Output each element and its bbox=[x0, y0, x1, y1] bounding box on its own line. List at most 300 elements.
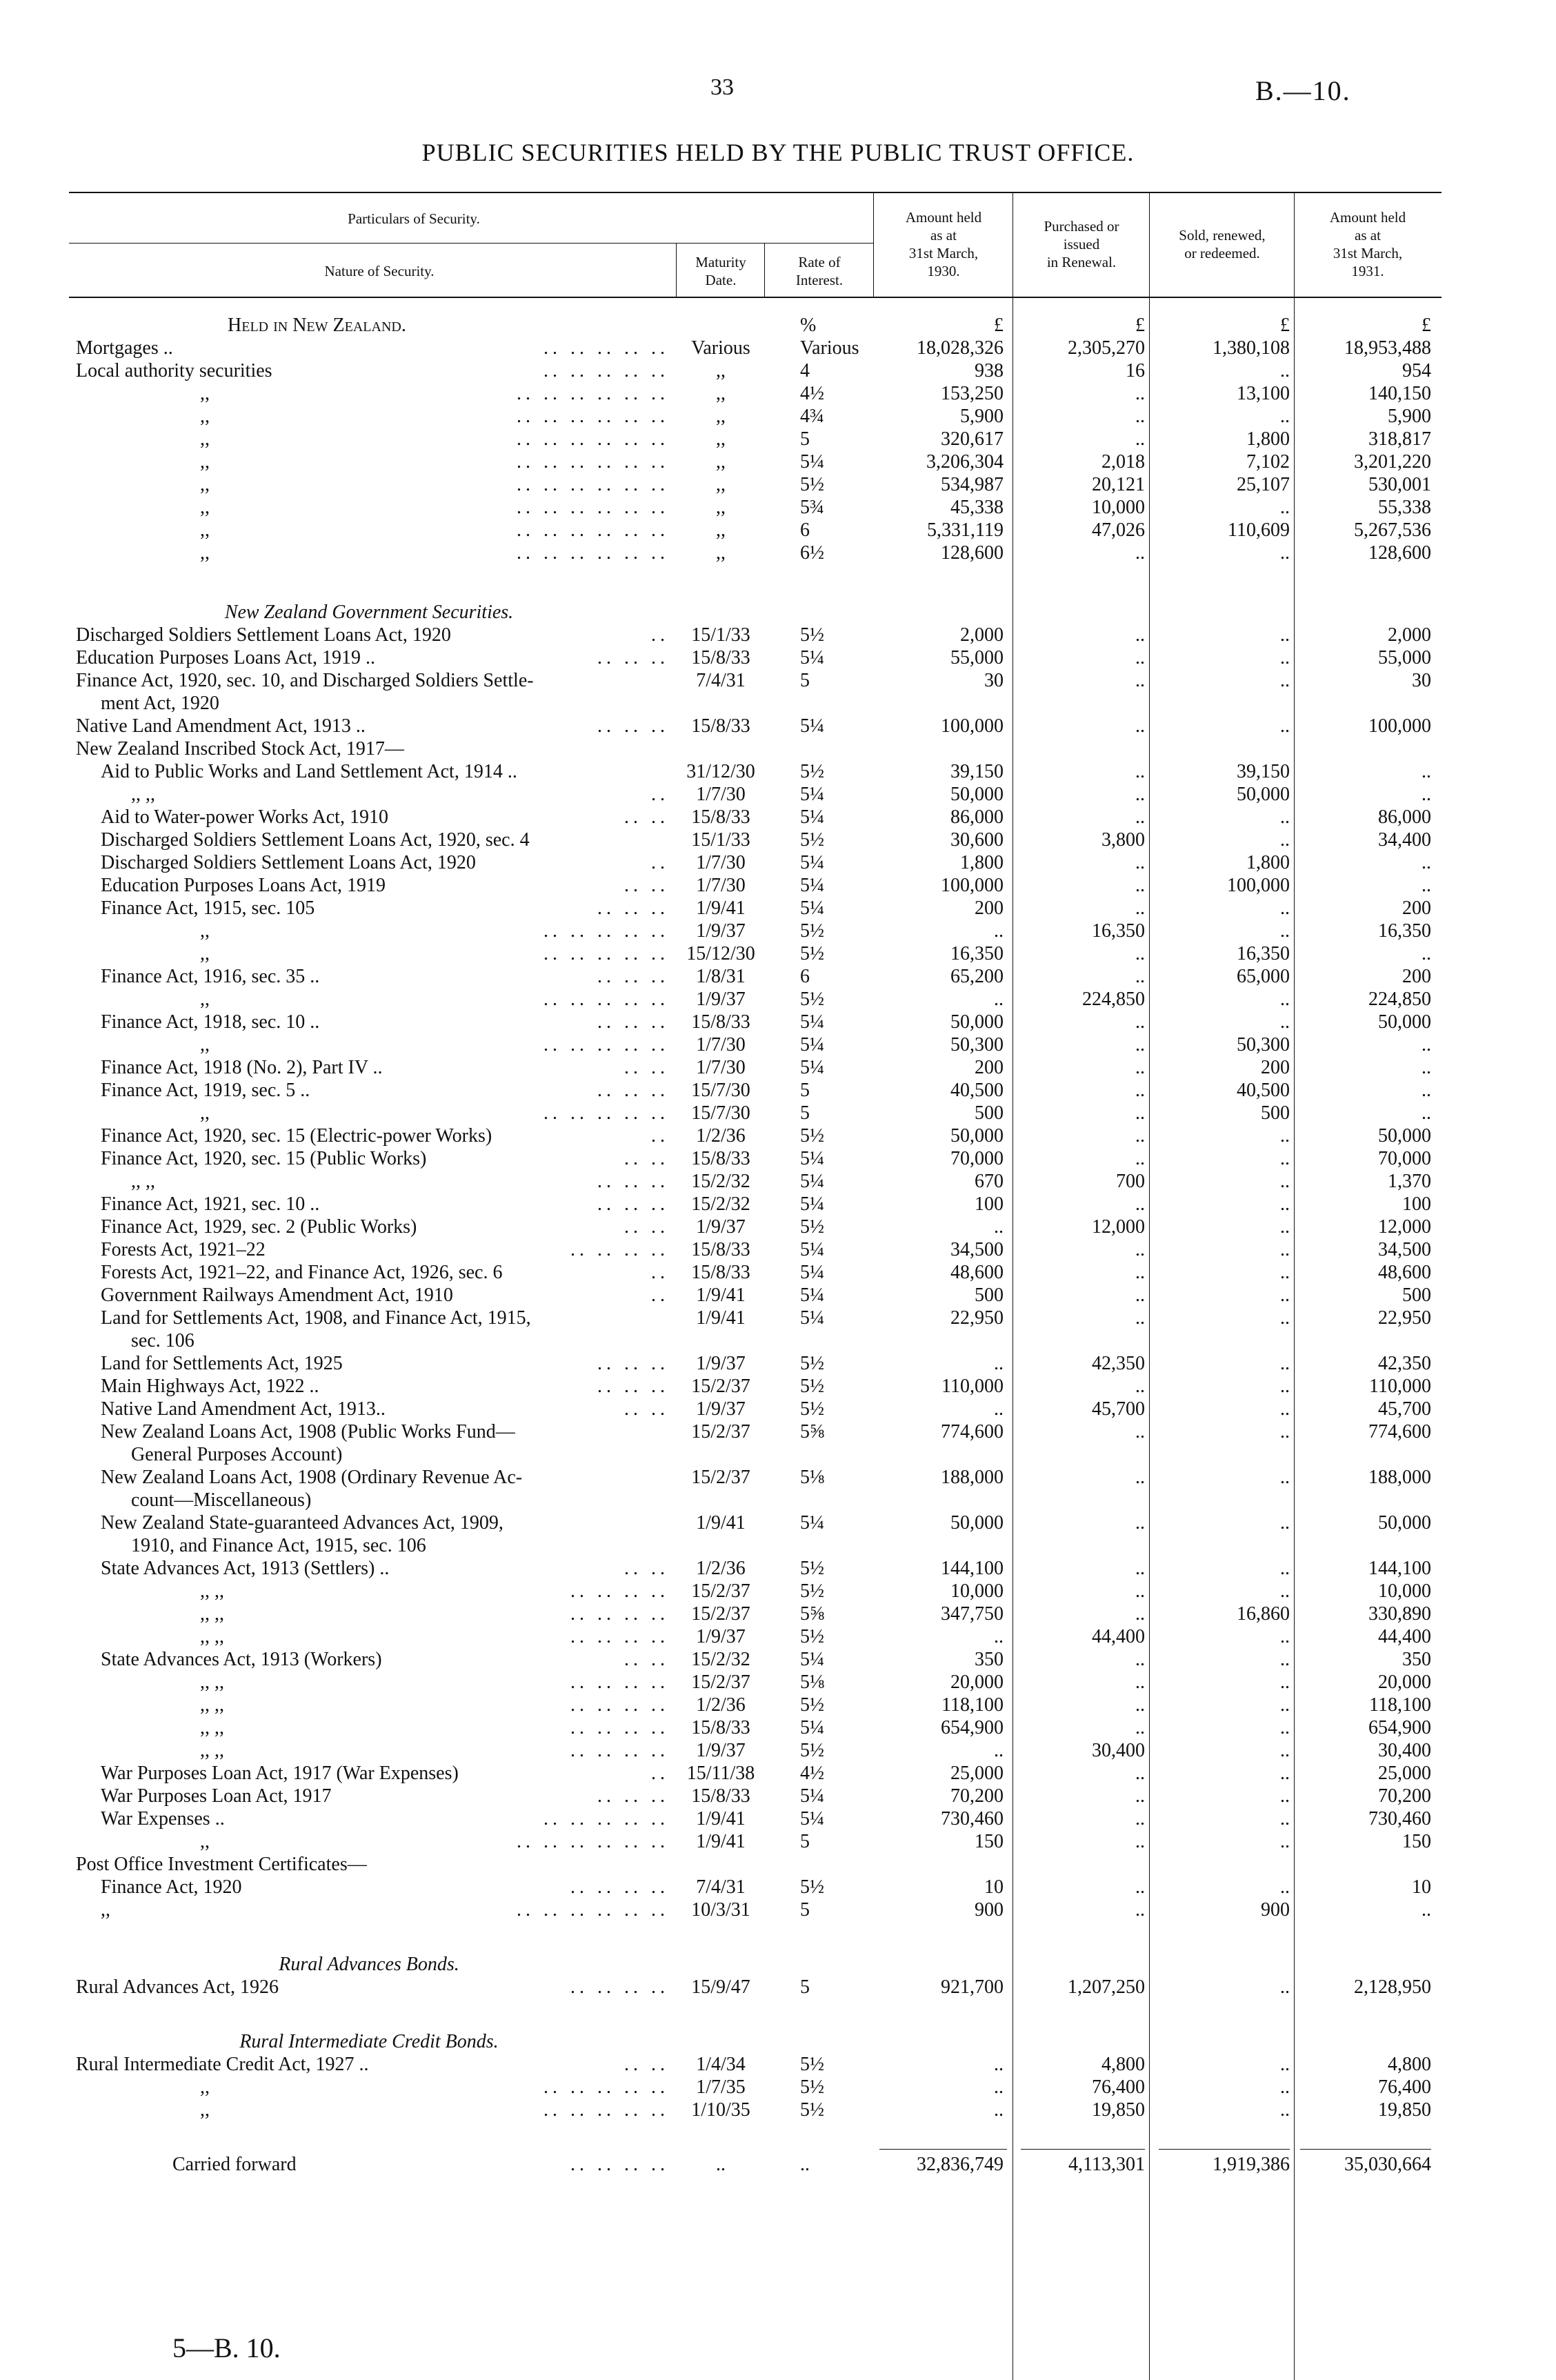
purchased-amount: 19,850 bbox=[1092, 2099, 1145, 2121]
amount-held-1931: 3,201,220 bbox=[1354, 451, 1431, 473]
amount-held-1930: 22,950 bbox=[950, 1307, 1004, 1329]
page-footer: 5—B. 10. bbox=[172, 2332, 281, 2363]
table-row bbox=[0, 2099, 1556, 2121]
table-row bbox=[0, 1489, 1556, 1511]
security-description: Mortgages .. bbox=[76, 337, 173, 359]
amount-held-1930: 2,000 bbox=[960, 624, 1004, 646]
maturity-date: ,, bbox=[716, 474, 726, 495]
interest-rate: 5½ bbox=[800, 1694, 824, 1716]
leader-dots: .. .. .. bbox=[597, 966, 669, 987]
amount-held-1930: 200 bbox=[975, 1057, 1004, 1078]
table-row bbox=[0, 1807, 1556, 1830]
maturity-date: 1/9/37 bbox=[696, 989, 746, 1010]
security-description: 1910, and Finance Act, 1915, sec. 106 bbox=[131, 1535, 426, 1556]
header-particulars: Particulars of Security. bbox=[348, 210, 480, 227]
amount-held-1930: 320,617 bbox=[941, 428, 1004, 450]
amount-held-1931: 500 bbox=[1402, 1285, 1431, 1306]
interest-rate: 4½ bbox=[800, 1763, 824, 1784]
interest-rate: 4¾ bbox=[800, 406, 824, 427]
maturity-date: 15/2/37 bbox=[691, 1603, 750, 1625]
amount-held-1931: 200 bbox=[1402, 898, 1431, 919]
table-row bbox=[0, 314, 1556, 337]
leader-dots: .. bbox=[651, 852, 669, 873]
column-rule bbox=[676, 243, 677, 298]
sold-amount: .. bbox=[1280, 624, 1290, 646]
table-row bbox=[0, 851, 1556, 874]
security-description: New Zealand State-guaranteed Advances Act, 1909, bbox=[101, 1512, 503, 1534]
amount-held-1930: 32,836,749 bbox=[917, 2154, 1004, 2175]
maturity-date: 15/8/33 bbox=[691, 1239, 750, 1260]
interest-rate: 5¼ bbox=[800, 1011, 824, 1033]
amount-held-1930: 110,000 bbox=[941, 1376, 1004, 1397]
security-description: ,, ,, bbox=[200, 1694, 224, 1716]
sold-amount: .. bbox=[1280, 1239, 1290, 1260]
header-amount-1930: Amount held as at 31st March, 1930. bbox=[905, 209, 982, 279]
security-description: Rural Intermediate Credit Bonds. bbox=[239, 2031, 499, 2052]
purchased-amount: .. bbox=[1135, 428, 1145, 450]
interest-rate: 5 bbox=[800, 1080, 810, 1101]
sold-amount: 65,000 bbox=[1237, 966, 1290, 987]
amount-held-1931: £ bbox=[1422, 315, 1431, 336]
sold-amount: .. bbox=[1280, 1148, 1290, 1169]
security-description: Rural Advances Act, 1926 bbox=[76, 1976, 279, 1998]
table-row bbox=[0, 1511, 1556, 1534]
interest-rate: 5½ bbox=[800, 1626, 824, 1647]
column-rule bbox=[873, 193, 874, 297]
amount-held-1931: 2,128,950 bbox=[1354, 1976, 1431, 1998]
purchased-amount: .. bbox=[1135, 1785, 1145, 1807]
amount-held-1931: 100,000 bbox=[1368, 715, 1431, 737]
purchased-amount: .. bbox=[1135, 784, 1145, 805]
table-row bbox=[0, 1830, 1556, 1853]
amount-held-1931: .. bbox=[1422, 943, 1431, 964]
security-description: New Zealand Government Securities. bbox=[224, 602, 514, 623]
leader-dots: .. .. .. .. .. bbox=[543, 920, 669, 942]
amount-held-1930: 670 bbox=[975, 1171, 1004, 1192]
maturity-date: 15/8/33 bbox=[691, 647, 750, 668]
amount-held-1930: 128,600 bbox=[941, 542, 1004, 564]
table-row bbox=[0, 2153, 1556, 2176]
sold-amount: .. bbox=[1280, 1580, 1290, 1602]
table-row bbox=[0, 1953, 1556, 1976]
interest-rate: 5⅝ bbox=[800, 1603, 824, 1625]
maturity-date: ,, bbox=[716, 497, 726, 518]
interest-rate: 5½ bbox=[800, 1876, 824, 1898]
leader-dots: .. .. .. bbox=[597, 1193, 669, 1215]
maturity-date: ,, bbox=[716, 383, 726, 404]
purchased-amount: .. bbox=[1135, 1125, 1145, 1147]
leader-dots: .. .. .. .. .. bbox=[543, 360, 669, 381]
amount-held-1930: 5,900 bbox=[960, 406, 1004, 427]
purchased-amount: .. bbox=[1135, 1376, 1145, 1397]
sold-amount: 50,000 bbox=[1237, 784, 1290, 805]
security-description: ,, bbox=[200, 451, 210, 473]
amount-held-1930: 150 bbox=[975, 1831, 1004, 1852]
amount-held-1930: 900 bbox=[975, 1899, 1004, 1921]
interest-rate: 5 bbox=[800, 428, 810, 450]
amount-held-1931: 35,030,664 bbox=[1344, 2154, 1431, 2175]
purchased-amount: .. bbox=[1135, 1558, 1145, 1579]
table-row bbox=[0, 337, 1556, 359]
amount-held-1931: 140,150 bbox=[1368, 383, 1431, 404]
amount-held-1931: 654,900 bbox=[1368, 1717, 1431, 1738]
amount-held-1931: 20,000 bbox=[1378, 1672, 1431, 1693]
maturity-date: 1/7/30 bbox=[696, 875, 746, 896]
amount-held-1931: 44,400 bbox=[1378, 1626, 1431, 1647]
purchased-amount: .. bbox=[1135, 670, 1145, 691]
maturity-date: 1/9/37 bbox=[696, 1353, 746, 1374]
security-description: Discharged Soldiers Settlement Loans Act, 1920 bbox=[101, 852, 476, 873]
interest-rate: Various bbox=[800, 337, 859, 359]
maturity-date: 15/11/38 bbox=[686, 1763, 755, 1784]
maturity-date: 1/7/30 bbox=[696, 1034, 746, 1055]
leader-dots: .. .. .. bbox=[597, 1376, 669, 1397]
purchased-amount: 20,121 bbox=[1092, 474, 1145, 495]
security-description: ,, bbox=[101, 1899, 110, 1921]
amount-held-1931: 1,370 bbox=[1388, 1171, 1431, 1192]
amount-held-1930: 350 bbox=[975, 1649, 1004, 1670]
amount-held-1931: 70,200 bbox=[1378, 1785, 1431, 1807]
sold-amount: .. bbox=[1280, 1717, 1290, 1738]
interest-rate: 5½ bbox=[800, 1740, 824, 1761]
leader-dots: .. .. .. bbox=[597, 1011, 669, 1033]
sold-amount: £ bbox=[1280, 315, 1290, 336]
security-description: ,, bbox=[200, 2099, 210, 2121]
interest-rate: 5½ bbox=[800, 1125, 824, 1147]
leader-dots: .. .. .. bbox=[597, 647, 669, 668]
maturity-date: 1/10/35 bbox=[691, 2099, 750, 2121]
leader-dots: .. .. .. bbox=[597, 1171, 669, 1192]
header-rate: Rate of Interest. bbox=[795, 254, 844, 288]
interest-rate: 5¼ bbox=[800, 1307, 824, 1329]
leader-dots: .. .. .. .. bbox=[570, 1672, 669, 1693]
sold-amount: 200 bbox=[1261, 1057, 1290, 1078]
sold-amount: .. bbox=[1280, 2054, 1290, 2075]
amount-held-1930: 50,300 bbox=[950, 1034, 1004, 1055]
total-rule bbox=[1159, 2149, 1290, 2150]
table-row bbox=[0, 1147, 1556, 1170]
table-row bbox=[0, 1876, 1556, 1898]
amount-held-1930: 347,750 bbox=[941, 1603, 1004, 1625]
table-row bbox=[0, 760, 1556, 783]
purchased-amount: .. bbox=[1135, 1649, 1145, 1670]
maturity-date: 15/7/30 bbox=[691, 1080, 750, 1101]
page-title: PUBLIC SECURITIES HELD BY THE PUBLIC TRUST OFFICE. bbox=[421, 139, 1135, 166]
interest-rate: 5¼ bbox=[800, 1148, 824, 1169]
leader-dots: .. .. .. .. bbox=[570, 1580, 669, 1602]
security-description: Local authority securities bbox=[76, 360, 272, 381]
security-description: ,, bbox=[200, 1831, 210, 1852]
leader-dots: .. .. .. .. .. .. bbox=[517, 406, 669, 427]
amount-held-1931: 774,600 bbox=[1368, 1421, 1431, 1442]
leader-dots: .. .. .. .. .. bbox=[543, 943, 669, 964]
security-description: Finance Act, 1920, sec. 15 (Public Works) bbox=[101, 1148, 427, 1169]
amount-held-1931: 330,890 bbox=[1368, 1603, 1431, 1625]
leader-dots: .. .. bbox=[624, 806, 669, 828]
purchased-amount: 47,026 bbox=[1092, 519, 1145, 541]
security-description: Finance Act, 1920 bbox=[101, 1876, 242, 1898]
security-description: ,, bbox=[200, 920, 210, 942]
table-row bbox=[0, 1193, 1556, 1216]
table-row bbox=[0, 783, 1556, 806]
amount-held-1931: 100 bbox=[1402, 1193, 1431, 1215]
leader-dots: .. .. .. .. bbox=[570, 1694, 669, 1716]
amount-held-1930: 40,500 bbox=[950, 1080, 1004, 1101]
interest-rate: 5½ bbox=[800, 829, 824, 851]
sold-amount: .. bbox=[1280, 1216, 1290, 1238]
purchased-amount: .. bbox=[1135, 1057, 1145, 1078]
interest-rate: 5¼ bbox=[800, 647, 824, 668]
interest-rate: 5¼ bbox=[800, 1285, 824, 1306]
amount-held-1931: 188,000 bbox=[1368, 1467, 1431, 1488]
table-row bbox=[0, 624, 1556, 646]
interest-rate: 5¼ bbox=[800, 1034, 824, 1055]
header-purchased: Purchased or issued in Renewal. bbox=[1044, 218, 1119, 270]
security-description: ,, bbox=[200, 2076, 210, 2098]
purchased-amount: .. bbox=[1135, 383, 1145, 404]
leader-dots: .. .. bbox=[624, 2054, 669, 2075]
purchased-amount: .. bbox=[1135, 1672, 1145, 1693]
table-row bbox=[0, 669, 1556, 692]
security-description: ,, bbox=[200, 497, 210, 518]
purchased-amount: .. bbox=[1135, 1717, 1145, 1738]
sold-amount: .. bbox=[1280, 406, 1290, 427]
amount-held-1931: 730,460 bbox=[1368, 1808, 1431, 1829]
leader-dots: .. .. .. .. .. bbox=[543, 1102, 669, 1124]
security-description: ,, bbox=[200, 1034, 210, 1055]
table-row bbox=[0, 519, 1556, 542]
purchased-amount: 4,800 bbox=[1101, 2054, 1145, 2075]
amount-held-1931: .. bbox=[1422, 1102, 1431, 1124]
leader-dots: .. .. .. .. .. .. bbox=[517, 1899, 669, 1921]
header-amount-1931: Amount held as at 31st March, 1931. bbox=[1329, 209, 1406, 279]
purchased-amount: 44,400 bbox=[1092, 1626, 1145, 1647]
amount-held-1931: 350 bbox=[1402, 1649, 1431, 1670]
header-nature: Nature of Security. bbox=[324, 263, 435, 279]
leader-dots: .. .. bbox=[624, 1398, 669, 1420]
sold-amount: 50,300 bbox=[1237, 1034, 1290, 1055]
sold-amount: 40,500 bbox=[1237, 1080, 1290, 1101]
interest-rate: 5⅛ bbox=[800, 1672, 824, 1693]
leader-dots: .. .. .. .. .. bbox=[543, 337, 669, 359]
maturity-date: 1/9/41 bbox=[696, 898, 746, 919]
leader-dots: .. .. bbox=[624, 1148, 669, 1169]
amount-held-1931: 50,000 bbox=[1378, 1125, 1431, 1147]
table-row bbox=[0, 874, 1556, 897]
sold-amount: .. bbox=[1280, 1763, 1290, 1784]
leader-dots: .. .. bbox=[624, 1649, 669, 1670]
purchased-amount: .. bbox=[1135, 715, 1145, 737]
table-row bbox=[0, 806, 1556, 829]
leader-dots: .. bbox=[651, 784, 669, 805]
sold-amount: .. bbox=[1280, 1467, 1290, 1488]
amount-held-1930: 30 bbox=[984, 670, 1004, 691]
interest-rate: 5½ bbox=[800, 1216, 824, 1238]
leader-dots: .. .. .. .. .. bbox=[543, 2076, 669, 2098]
table-row bbox=[0, 646, 1556, 669]
security-description: Rural Intermediate Credit Act, 1927 .. bbox=[76, 2054, 369, 2075]
sold-amount: .. bbox=[1280, 1672, 1290, 1693]
amount-held-1930: 100,000 bbox=[941, 715, 1004, 737]
interest-rate: 5¾ bbox=[800, 497, 824, 518]
sold-amount: 13,100 bbox=[1237, 383, 1290, 404]
sold-amount: 1,800 bbox=[1246, 852, 1290, 873]
amount-held-1930: .. bbox=[994, 1398, 1004, 1420]
security-description: War Expenses .. bbox=[101, 1808, 225, 1829]
amount-held-1930: 48,600 bbox=[950, 1262, 1004, 1283]
purchased-amount: 16,350 bbox=[1092, 920, 1145, 942]
amount-held-1930: 1,800 bbox=[960, 852, 1004, 873]
sold-amount: .. bbox=[1280, 1193, 1290, 1215]
maturity-date: 1/2/36 bbox=[696, 1558, 746, 1579]
amount-held-1931: 5,900 bbox=[1388, 406, 1431, 427]
sold-amount: .. bbox=[1280, 1831, 1290, 1852]
maturity-date: ,, bbox=[716, 451, 726, 473]
amount-held-1930: £ bbox=[994, 315, 1004, 336]
leader-dots: .. .. bbox=[624, 1216, 669, 1238]
amount-held-1930: 200 bbox=[975, 898, 1004, 919]
table-row bbox=[0, 1056, 1556, 1079]
sold-amount: .. bbox=[1280, 1626, 1290, 1647]
table-row bbox=[0, 542, 1556, 564]
sold-amount: .. bbox=[1280, 920, 1290, 942]
table-row bbox=[0, 1785, 1556, 1807]
table-row bbox=[0, 1329, 1556, 1352]
security-description: ,, bbox=[200, 406, 210, 427]
purchased-amount: 30,400 bbox=[1092, 1740, 1145, 1761]
leader-dots: .. bbox=[651, 1285, 669, 1306]
security-description: count—Miscellaneous) bbox=[131, 1489, 312, 1511]
sold-amount: .. bbox=[1280, 1740, 1290, 1761]
sold-amount: 1,919,386 bbox=[1213, 2154, 1290, 2175]
table-row bbox=[0, 1398, 1556, 1420]
amount-held-1930: 55,000 bbox=[950, 647, 1004, 668]
sold-amount: .. bbox=[1280, 2099, 1290, 2121]
amount-held-1930: 118,100 bbox=[941, 1694, 1004, 1716]
sold-amount: 39,150 bbox=[1237, 761, 1290, 782]
maturity-date: Various bbox=[691, 337, 750, 359]
purchased-amount: .. bbox=[1135, 542, 1145, 564]
table-row bbox=[0, 1694, 1556, 1716]
leader-dots: .. .. .. .. bbox=[570, 1876, 669, 1898]
interest-rate: 5¼ bbox=[800, 1649, 824, 1670]
leader-dots: .. .. .. .. .. .. bbox=[517, 451, 669, 473]
interest-rate: 5¼ bbox=[800, 1193, 824, 1215]
leader-dots: .. .. .. .. .. .. bbox=[517, 1831, 669, 1852]
security-description: Discharged Soldiers Settlement Loans Act, 1920, sec. 4 bbox=[101, 829, 530, 851]
sold-amount: .. bbox=[1280, 647, 1290, 668]
purchased-amount: 45,700 bbox=[1092, 1398, 1145, 1420]
sold-amount: .. bbox=[1280, 1307, 1290, 1329]
interest-rate: .. bbox=[800, 2154, 810, 2175]
interest-rate: 5½ bbox=[800, 1398, 824, 1420]
maturity-date: 10/3/31 bbox=[691, 1899, 750, 1921]
table-row bbox=[0, 1124, 1556, 1147]
maturity-date: ,, bbox=[716, 406, 726, 427]
sold-amount: .. bbox=[1280, 1376, 1290, 1397]
security-description: Education Purposes Loans Act, 1919 .. bbox=[76, 647, 375, 668]
table-row bbox=[0, 737, 1556, 760]
purchased-amount: .. bbox=[1135, 406, 1145, 427]
amount-held-1931: 34,400 bbox=[1378, 829, 1431, 851]
amount-held-1930: 70,000 bbox=[950, 1148, 1004, 1169]
table-row bbox=[0, 965, 1556, 988]
leader-dots: .. .. .. .. .. .. bbox=[517, 542, 669, 564]
leader-dots: .. .. bbox=[624, 875, 669, 896]
purchased-amount: 10,000 bbox=[1092, 497, 1145, 518]
maturity-date: 15/8/33 bbox=[691, 1262, 750, 1283]
maturity-date: ,, bbox=[716, 519, 726, 541]
maturity-date: 15/2/32 bbox=[691, 1171, 750, 1192]
maturity-date: 1/9/41 bbox=[696, 1808, 746, 1829]
amount-held-1930: 3,206,304 bbox=[926, 451, 1004, 473]
amount-held-1931: .. bbox=[1422, 1080, 1431, 1101]
table-row bbox=[0, 1443, 1556, 1466]
interest-rate: 5¼ bbox=[800, 1785, 824, 1807]
leader-dots: .. bbox=[651, 1262, 669, 1283]
sold-amount: .. bbox=[1280, 1011, 1290, 1033]
amount-held-1930: 188,000 bbox=[941, 1467, 1004, 1488]
security-description: Forests Act, 1921–22, and Finance Act, 1926, sec. 6 bbox=[101, 1262, 503, 1283]
table-row bbox=[0, 1625, 1556, 1648]
amount-held-1930: 70,200 bbox=[950, 1785, 1004, 1807]
maturity-date: 1/2/36 bbox=[696, 1694, 746, 1716]
interest-rate: 4 bbox=[800, 360, 810, 381]
sold-amount: 7,102 bbox=[1246, 451, 1290, 473]
security-description: ,, bbox=[200, 989, 210, 1010]
amount-held-1931: 45,700 bbox=[1378, 1398, 1431, 1420]
sold-amount: .. bbox=[1280, 1808, 1290, 1829]
purchased-amount: 12,000 bbox=[1092, 1216, 1145, 1238]
security-description: Discharged Soldiers Settlement Loans Act, 1920 bbox=[76, 624, 451, 646]
sold-amount: .. bbox=[1280, 829, 1290, 851]
interest-rate: 5½ bbox=[800, 624, 824, 646]
interest-rate: 5¼ bbox=[800, 1512, 824, 1534]
purchased-amount: 16 bbox=[1126, 360, 1145, 381]
security-description: Government Railways Amendment Act, 1910 bbox=[101, 1285, 453, 1306]
sold-amount: 25,107 bbox=[1237, 474, 1290, 495]
table-row bbox=[0, 405, 1556, 428]
table-row bbox=[0, 2053, 1556, 2076]
amount-held-1931: 18,953,488 bbox=[1344, 337, 1431, 359]
maturity-date: ,, bbox=[716, 428, 726, 450]
amount-held-1931: 2,000 bbox=[1388, 624, 1431, 646]
security-description: Finance Act, 1918 (No. 2), Part IV .. bbox=[101, 1057, 383, 1078]
table-row bbox=[0, 1534, 1556, 1557]
sold-amount: .. bbox=[1280, 360, 1290, 381]
security-description: Held in New Zealand. bbox=[228, 315, 406, 336]
security-description: ,, bbox=[200, 1102, 210, 1124]
interest-rate: 5½ bbox=[800, 2076, 824, 2098]
maturity-date: 15/2/32 bbox=[691, 1649, 750, 1670]
maturity-date: 31/12/30 bbox=[686, 761, 755, 782]
sold-amount: .. bbox=[1280, 1171, 1290, 1192]
table-row bbox=[0, 1420, 1556, 1443]
interest-rate: 5½ bbox=[800, 1376, 824, 1397]
security-description: State Advances Act, 1913 (Workers) bbox=[101, 1649, 382, 1670]
sold-amount: 1,380,108 bbox=[1213, 337, 1290, 359]
security-description: ,, bbox=[200, 542, 210, 564]
table-row bbox=[0, 1079, 1556, 1102]
interest-rate: 5¼ bbox=[800, 806, 824, 828]
purchased-amount: .. bbox=[1135, 1899, 1145, 1921]
amount-held-1930: .. bbox=[994, 2054, 1004, 2075]
amount-held-1931: 16,350 bbox=[1378, 920, 1431, 942]
sold-amount: .. bbox=[1280, 1398, 1290, 1420]
maturity-date: 15/8/33 bbox=[691, 806, 750, 828]
amount-held-1931: 10,000 bbox=[1378, 1580, 1431, 1602]
amount-held-1931: 318,817 bbox=[1368, 428, 1431, 450]
